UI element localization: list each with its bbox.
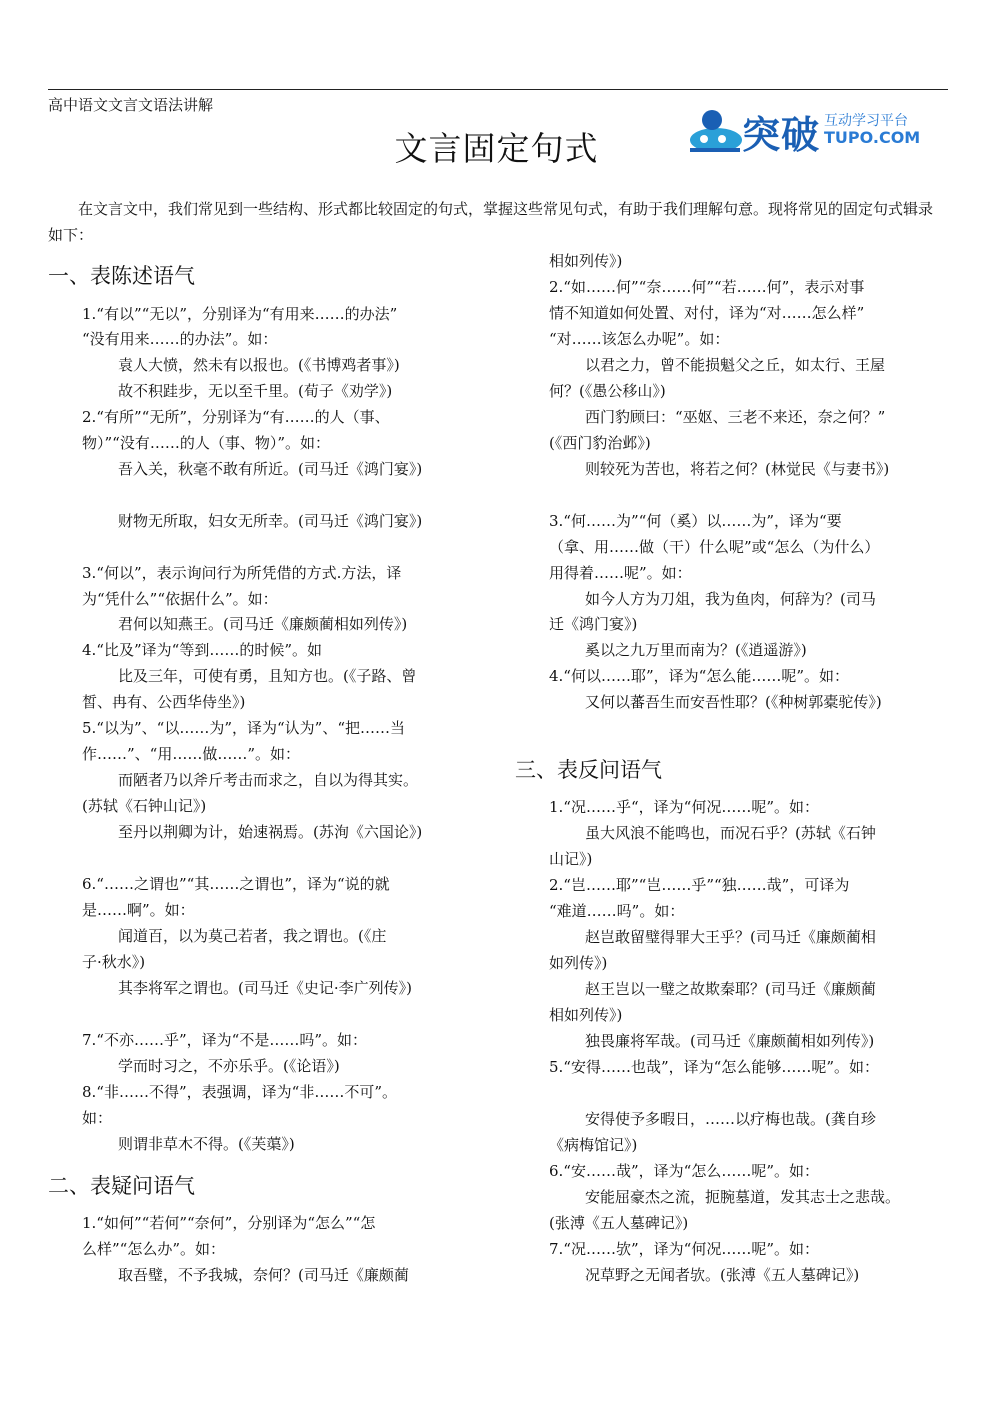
text-line: 1.“如何”“若何”“奈何”，分别译为“怎么”“怎 [82, 1214, 376, 1232]
text-line: 子·秋水》) [82, 953, 146, 971]
text-line: “没有用来……的办法”。如： [82, 330, 278, 348]
text-line: 奚以之九万里而南为？(《逍遥游》) [585, 641, 807, 659]
text-line: 用得着……呢”。如： [549, 564, 692, 582]
text-line: 8.“非……不得”，表强调，译为“非……不可”。 [82, 1083, 397, 1101]
text-line: 赵王岂以一璧之故欺秦耶？(司马迁《廉颇蔺 [585, 980, 876, 998]
text-line: “对……该怎么办呢”。如： [549, 330, 730, 348]
text-line: 安能屈豪杰之流，扼腕墓道，发其志士之悲哉。 [585, 1188, 901, 1206]
text-line: 独畏廉将军哉。(司马迁《廉颇蔺相如列传》) [585, 1032, 875, 1050]
text-line: 皙、冉有、公西华侍坐》) [82, 693, 246, 711]
text-line: 则谓非草木不得。(《芙蕖》) [118, 1135, 295, 1153]
text-line: 2.“岂……耶”“岂……乎”“独……哉”，可译为 [549, 876, 850, 894]
document-title: 文言固定句式 [394, 129, 599, 168]
intro-paragraph: 在文言文中，我们常见到一些结构、形式都比较固定的句式，掌握这些常见句式，有助于我们理解句意。现将常见的固定句式辑录如下： [48, 200, 934, 244]
text-line: 《病梅馆记》) [549, 1136, 638, 1154]
text-line: 2.“有所”“无所”，分别译为“有……的人（事、 [82, 408, 390, 426]
text-line: 5.“安得……也哉”，译为“怎么能够……呢”。如： [549, 1058, 879, 1076]
text-line: 3.“何……为”“何（奚）以……为”，译为“要 [549, 512, 842, 530]
text-line: 是……啊”。如： [82, 901, 195, 919]
running-header: 高中语文文言文语法讲解 [48, 96, 214, 114]
text-line: 1.“有以”“无以”，分别译为“有用来……的办法” [82, 305, 398, 323]
section-heading: 二、表疑问语气 [48, 1174, 195, 1198]
text-line: 其李将军之谓也。(司马迁《史记·李广列传》) [118, 979, 412, 997]
text-line: (苏轼《石钟山记》) [82, 797, 207, 815]
text-line: 以君之力，曾不能损魁父之丘，如太行、王屋 [585, 356, 886, 374]
text-line: 1.“况……乎“，译为“何况……呢”。如： [549, 798, 819, 816]
text-line: 7.“况……欤”，译为“何况……呢”。如： [549, 1240, 819, 1258]
text-line: 君何以知燕王。(司马迁《廉颇蔺相如列传》) [118, 615, 408, 633]
text-line: 6.“……之谓也”“其……之谓也”，译为“说的就 [82, 875, 390, 893]
text-line: 山记》) [549, 850, 593, 868]
text-line: 么样”“怎么办”。如： [82, 1240, 226, 1258]
text-line: 物）”“没有……的人（事、物）”。如： [82, 434, 331, 452]
text-line: 3.“何以”，表示询问行为所凭借的方式.方法，译 [82, 564, 402, 582]
text-line: 作……”、“用……做……”。如： [82, 745, 301, 763]
text-line: 何？(《愚公移山》) [549, 382, 666, 400]
text-line: 情不知道如何处置、对付，译为“对……怎么样” [549, 304, 865, 322]
text-line: 袁人大愤，然未有以报也。(《书博鸡者事》) [118, 356, 400, 374]
text-line: 又何以蕃吾生而安吾性耶？(《种树郭橐驼传》) [585, 693, 882, 711]
text-line: (《西门豹治邺》) [549, 434, 651, 452]
text-line: 相如列传》) [549, 1006, 623, 1024]
text-line: “难道……吗”。如： [549, 902, 685, 920]
text-line: 至丹以荆卿为计，始速祸焉。(苏洵《六国论》) [118, 823, 423, 841]
text-line: 相如列传》) [549, 252, 623, 270]
text-line: 如今人方为刀俎，我为鱼肉，何辞为？(司马 [585, 590, 876, 608]
text-line: 5.“以为”、“以……为”，译为“认为”、“把……当 [82, 719, 405, 737]
text-line: 虽大风浪不能鸣也，而况石乎？(苏轼《石钟 [585, 824, 876, 842]
section-heading: 三、表反问语气 [515, 758, 662, 782]
text-line: 7.“不亦……乎”，译为“不是……吗”。如： [82, 1031, 367, 1049]
logo-domain: TUPO.COM [824, 128, 921, 147]
text-line: 取吾璧，不予我城，奈何？(司马迁《廉颇蔺 [118, 1266, 409, 1284]
text-line: 赵岂敢留璧得罪大王乎？(司马迁《廉颇蔺相 [585, 928, 876, 946]
text-line: 如列传》) [549, 954, 608, 972]
text-line: 学而时习之，不亦乐乎。(《论语》) [118, 1057, 340, 1075]
text-line: 故不积跬步，无以至千里。(荀子《劝学》) [118, 382, 393, 400]
text-line: (张溥《五人墓碑记》) [549, 1214, 689, 1232]
logo-tagline: 互动学习平台 [824, 113, 908, 129]
text-line: 2.“如……何”“奈……何”“若……何”，表示对事 [549, 278, 865, 296]
text-line: 6.“安……哉”，译为“怎么……呢”。如： [549, 1162, 819, 1180]
logo-brand: 突破 [742, 113, 821, 157]
header-rule [48, 89, 948, 90]
text-line: 为“凭什么”“依据什么”。如： [82, 590, 278, 608]
text-line: 安得使予多暇日，……以疗梅也哉。(龚自珍 [585, 1110, 876, 1128]
text-line: 4.“比及”译为“等到……的时候”。如 [82, 641, 322, 659]
text-line: 闻道百，以为莫己若者，我之谓也。(《庄 [118, 927, 387, 945]
text-line: 如： [82, 1109, 113, 1127]
text-line: 财物无所取，妇女无所幸。(司马迁《鸿门宴》) [118, 512, 423, 530]
text-line: 况草野之无闻者欤。(张溥《五人墓碑记》) [585, 1266, 860, 1284]
text-line: 吾入关，秋毫不敢有所近。(司马迁《鸿门宴》) [118, 460, 423, 478]
section-heading: 一、表陈述语气 [48, 264, 195, 288]
text-line: 西门豹顾曰：“巫妪、三老不来还，奈之何？” [585, 408, 886, 426]
text-line: （拿、用……做（干）什么呢”或“怎么（为什么） [549, 538, 880, 556]
text-line: 4.“何以……耶”，译为“怎么能……呢”。如： [549, 667, 849, 685]
text-line: 比及三年，可使有勇，且知方也。(《子路、曾 [118, 667, 417, 685]
text-line: 迁《鸿门宴》) [549, 615, 638, 633]
text-line: 而陋者乃以斧斤考击而求之，自以为得其实。 [118, 771, 419, 789]
text-line: 则较死为苦也，将若之何？(林觉民《与妻书》) [585, 460, 890, 478]
